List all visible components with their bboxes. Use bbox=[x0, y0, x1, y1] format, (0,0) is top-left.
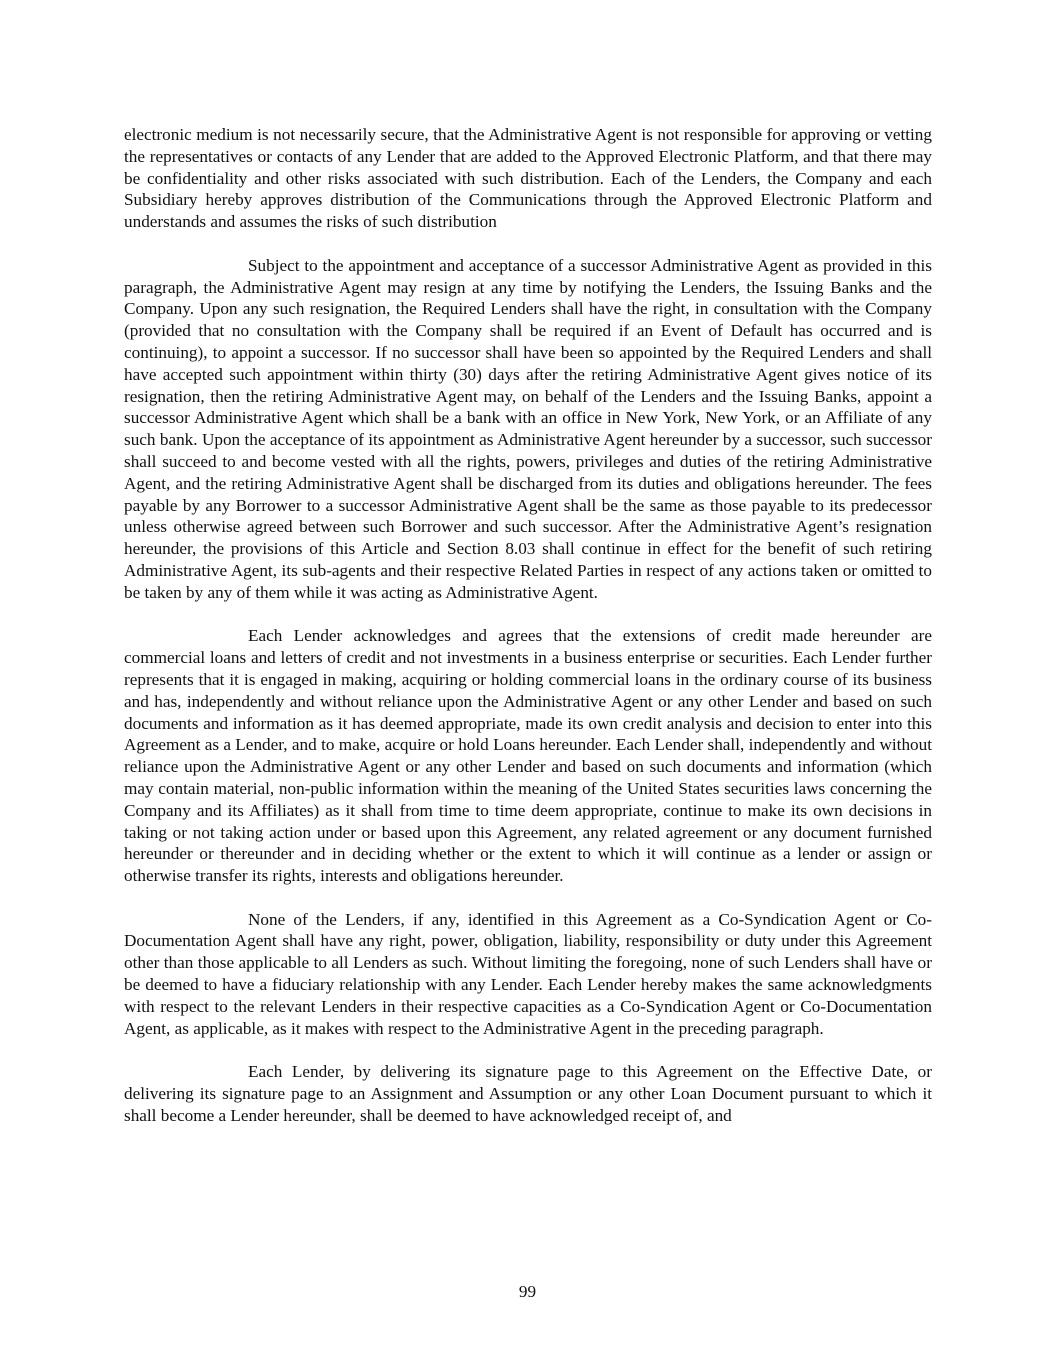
paragraph-electronic-medium: electronic medium is not necessarily secure, that the Administrative Agent is not responsible for approving or vetting the representatives or contacts of any Lender that are added to the Approved Electronic Platform, and that there may be confidentiality and other risks associated with such distribution. Each of the Lenders, the Company and each Subsidiary hereby approves distribution of the Communications through the Approved Electronic Platform and understands and assumes the risks of such distribution bbox=[124, 125, 932, 232]
paragraph-lender-acknowledgment: Each Lender acknowledges and agrees that the extensions of credit made hereunder are commercial loans and letters of credit and not investments in a business enterprise or securities. Each Lender further represents that it is engaged in making, acquiring or holding commercial loans in the ordinary course of its business and has, independently and without reliance upon the Administrative Agent or any other Lender and based on such documents and information as it has deemed appropriate, made its own credit analysis and decision to enter into this Agreement as a Lender, and to make, acquire or hold Loans hereunder. Each Lender shall, independently and without reliance upon the Administrative Agent or any other Lender and based on such documents and information (which may contain material, non-public information within the meaning of the United States securities laws concerning the Company and its Affiliates) as it shall from time to time deem appropriate, continue to make its own decisions in taking or not taking action under or based upon this Agreement, any related agreement or any document furnished hereunder or thereunder and in deciding whether or the extent to which it will continue as a lender or assign or otherwise transfer its rights, interests and obligations hereunder. bbox=[124, 626, 932, 886]
paragraph-successor-agent: Subject to the appointment and acceptance of a successor Administrative Agent as provided in this paragraph, the Administrative Agent may resign at any time by notifying the Lenders, the Issuing Banks and the Company. Upon any such resignation, the Required Lenders shall have the right, in consultation with the Company (provided that no consultation with the Company shall be required if an Event of Default has occurred and is continuing), to appoint a successor. If no successor shall have been so appointed by the Required Lenders and shall have accepted such appointment within thirty (30) days after the retiring Administrative Agent gives notice of its resignation, then the retiring Administrative Agent may, on behalf of the Lenders and the Issuing Banks, appoint a successor Administrative Agent which shall be a bank with an office in New York, New York, or an Affiliate of any such bank. Upon the acceptance of its appointment as Administrative Agent hereunder by a successor, such successor shall succeed to and become vested with all the rights, powers, privileges and duties of the retiring Administrative Agent, and the retiring Administrative Agent shall be discharged from its duties and obligations hereunder. The fees payable by any Borrower to a successor Administrative Agent shall be the same as those payable to its predecessor unless otherwise agreed between such Borrower and such successor. After the Administrative Agent’s resignation hereunder, the provisions of this Article and Section 8.03 shall continue in effect for the benefit of such retiring Administrative Agent, its sub-agents and their respective Related Parties in respect of any actions taken or omitted to be taken by any of them while it was acting as Administrative Agent. bbox=[124, 255, 932, 602]
paragraph-signature-delivery: Each Lender, by delivering its signature page to this Agreement on the Effective Date, or delivering its signature page to an Assignment and Assumption or any other Loan Document pursuant to which it shall become a Lender hereunder, shall be deemed to have acknowledged receipt of, and bbox=[124, 1062, 932, 1125]
page-number: 99 bbox=[518, 1282, 537, 1301]
document-body bbox=[124, 124, 932, 1148]
paragraph-co-agents: None of the Lenders, if any, identified in this Agreement as a Co-Syndication Agent or Co-Documentation Agent shall have any right, power, obligation, liability, responsibility or duty under this Agreement other than those applicable to all Lenders as such. Without limiting the foregoing, none of such Lenders shall have or be deemed to have a fiduciary relationship with any Lender. Each Lender hereby makes the same acknowledgments with respect to the relevant Lenders in their respective capacities as a Co-Syndication Agent or Co-Documentation Agent, as applicable, as it makes with respect to the Administrative Agent in the preceding paragraph. bbox=[124, 909, 932, 1038]
